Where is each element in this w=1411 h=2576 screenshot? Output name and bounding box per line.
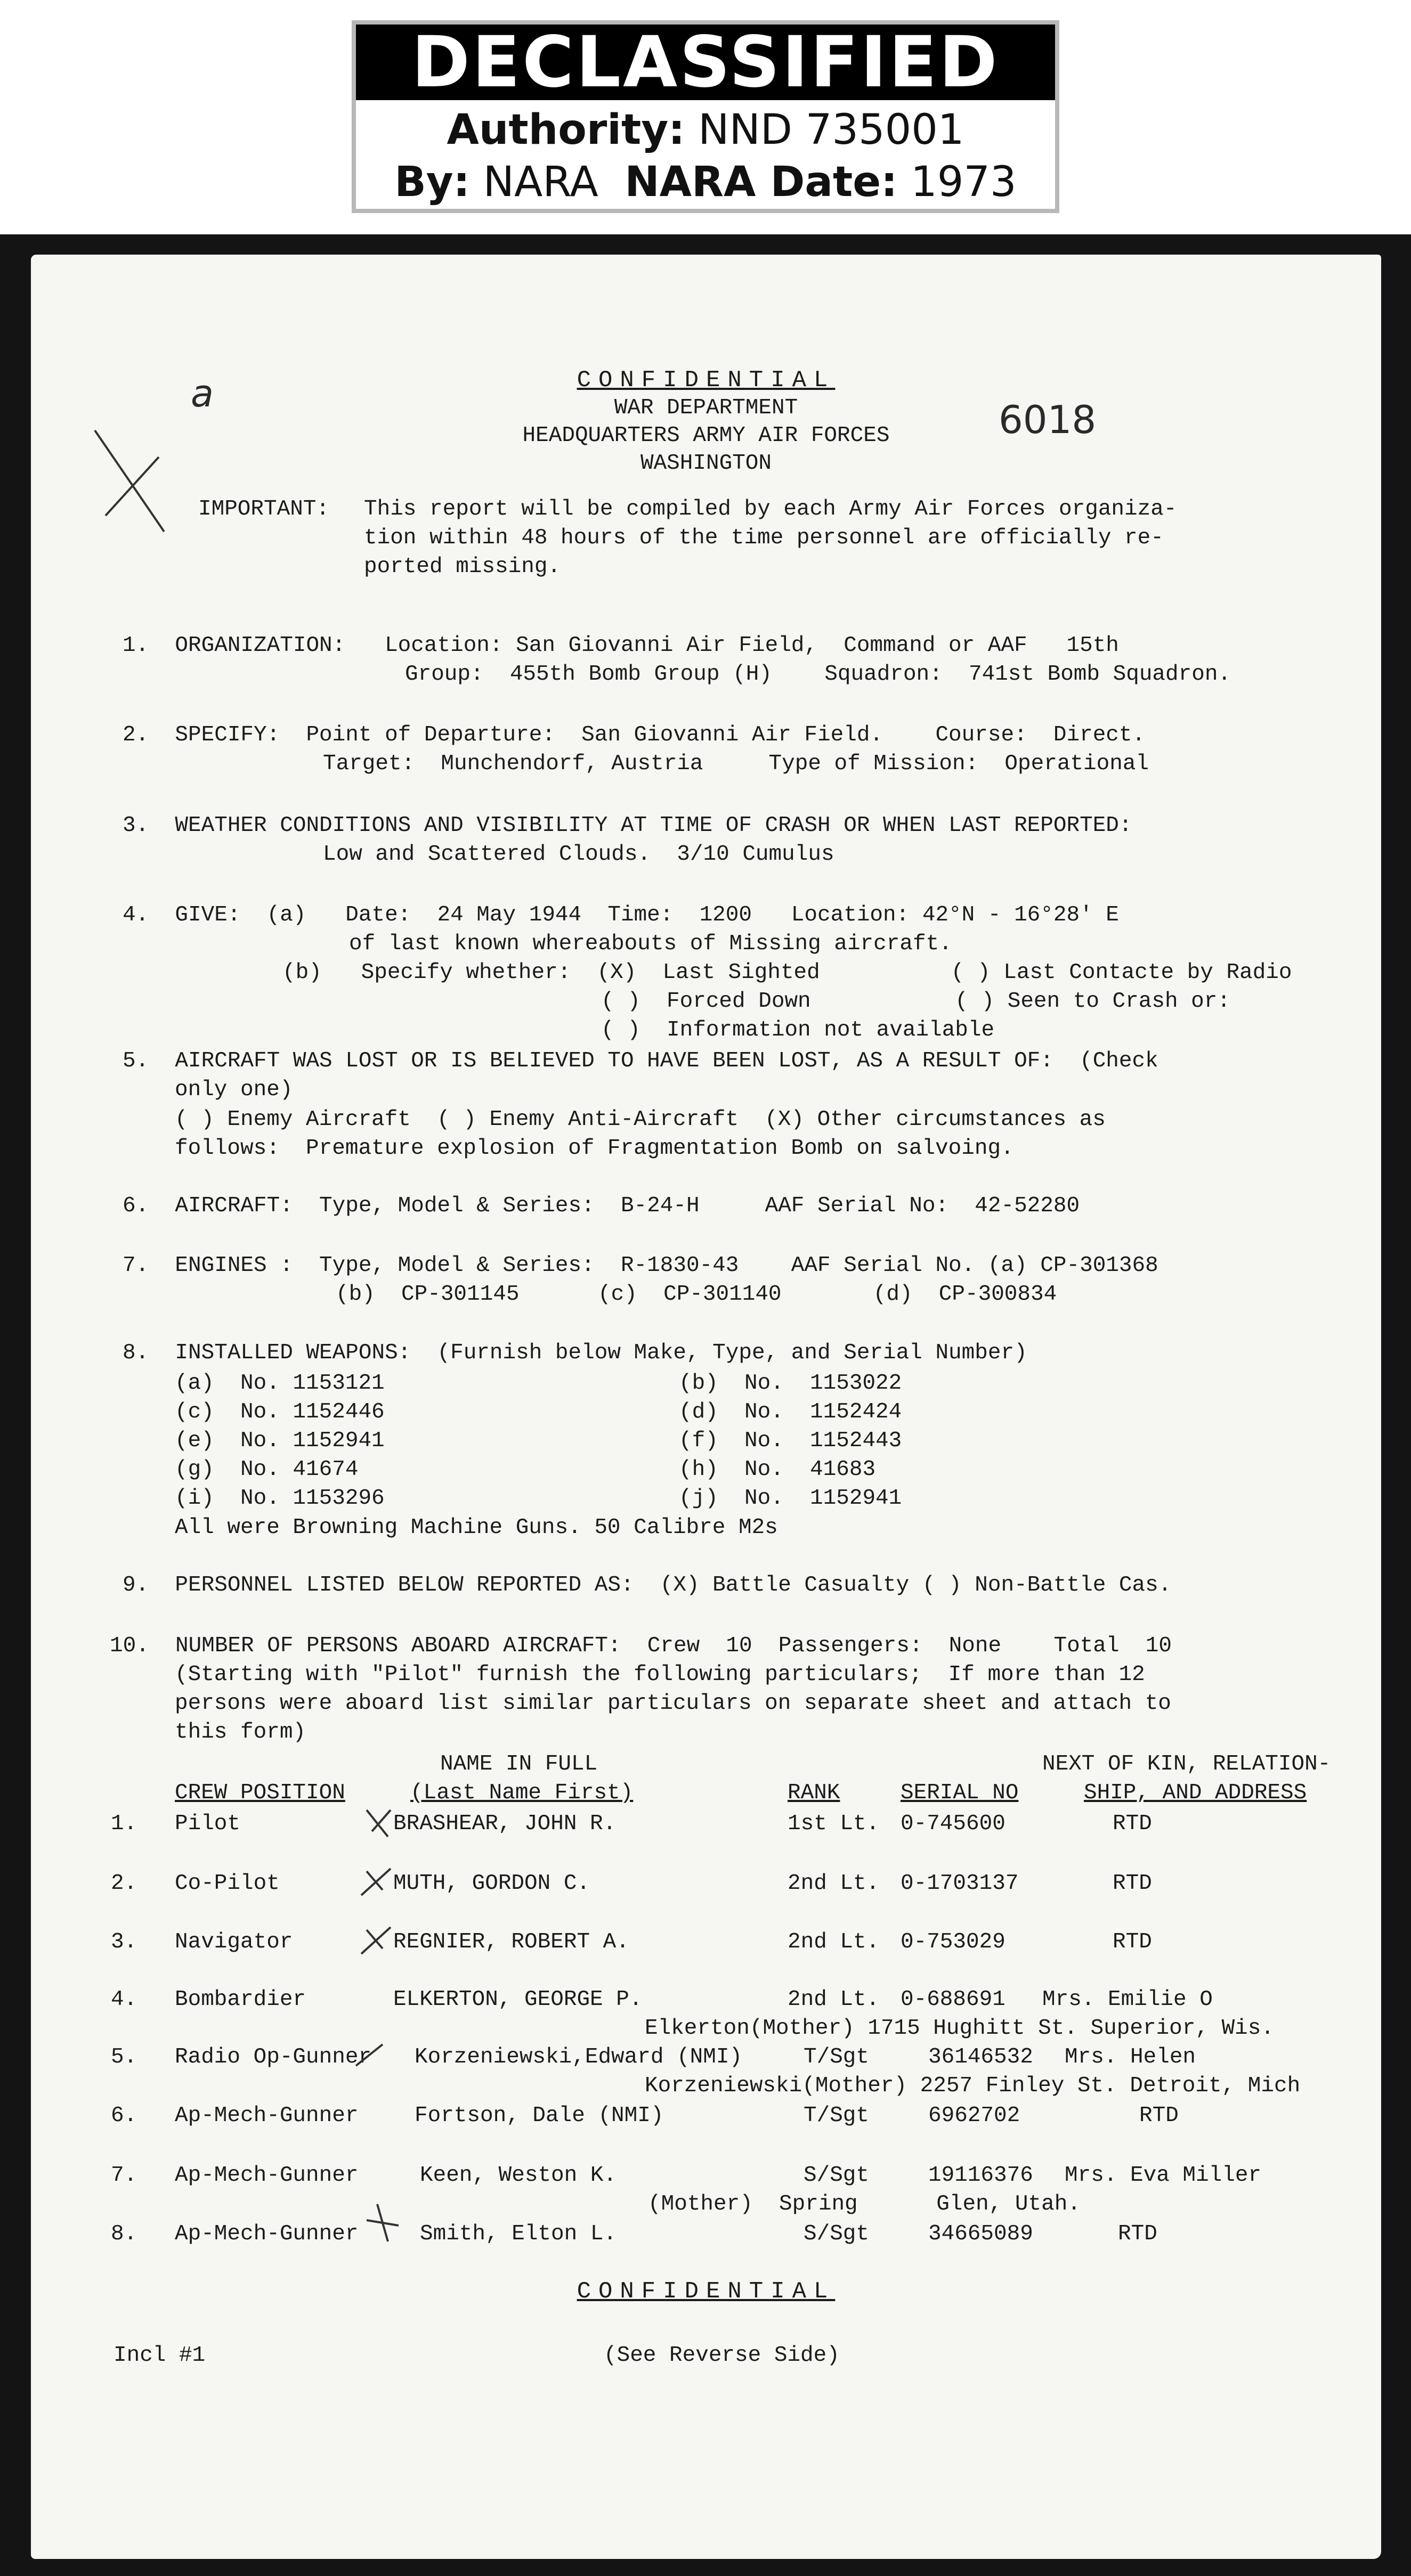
- item-10-line-2: (Starting with "Pilot" furnish the following particulars; If more than 12: [175, 1662, 1145, 1687]
- item-5-line-4: follows: Premature explosion of Fragmentation Bomb on salvoing.: [175, 1136, 1014, 1161]
- classification-top: CONFIDENTIAL: [577, 367, 836, 394]
- row-number: 5.: [111, 2045, 137, 2069]
- scanned-document: [0, 234, 1411, 2576]
- weapons-right-column: (b) No. 1153022 (d) No. 1152424 (f) No. 1152443 (h) No. 41683 (j) No. 1152941: [679, 1371, 902, 1511]
- row-rank: S/Sgt: [804, 2163, 870, 2188]
- row-number: 4.: [111, 1987, 137, 2012]
- row-kin: Mrs. Helen: [1065, 2045, 1196, 2069]
- row-position: Ap-Mech-Gunner: [175, 2104, 359, 2128]
- row-rank: S/Sgt: [804, 2222, 870, 2246]
- row-serial: 34665089: [928, 2222, 1033, 2246]
- row-position: Co-Pilot: [175, 1871, 280, 1896]
- table-head-kin-top: NEXT OF KIN, RELATION-: [1042, 1752, 1331, 1776]
- row-serial: 6962702: [928, 2104, 1020, 2128]
- row-serial: 0-688691: [901, 1987, 1005, 2012]
- row-name: BRASHEAR, JOHN R.: [393, 1812, 617, 1836]
- table-head-rank: RANK: [788, 1781, 840, 1805]
- declassification-stamp: [352, 20, 1059, 213]
- row-kin: Mrs. Eva Miller: [1065, 2163, 1262, 2188]
- row-kin: Mrs. Emilie O: [1042, 1987, 1213, 2012]
- classification-bottom: CONFIDENTIAL: [577, 2278, 836, 2305]
- row-serial: 0-753029: [901, 1930, 1005, 1954]
- item-9: 9. PERSONNEL LISTED BELOW REPORTED AS: (X) Battle Casualty ( ) Non-Battle Cas.: [123, 1573, 1172, 1597]
- table-head-kin: SHIP, AND ADDRESS: [1084, 1781, 1307, 1805]
- row-kin: RTD: [1113, 1812, 1152, 1836]
- table-head-position: CREW POSITION: [175, 1781, 345, 1805]
- table-head-name: (Last Name First): [410, 1781, 634, 1805]
- row-position: Pilot: [175, 1812, 241, 1836]
- item-5-line-2: only one): [175, 1078, 293, 1102]
- item-10-line-4: this form): [175, 1720, 306, 1744]
- item-10-line-1: 10. NUMBER OF PERSONS ABOARD AIRCRAFT: Crew 10 Passengers: None Total 10: [110, 1634, 1172, 1658]
- row-position: Ap-Mech-Gunner: [175, 2222, 359, 2246]
- stamp-authority-line: [356, 104, 1055, 156]
- important-line-2: tion within 48 hours of the time personnel are officially re-: [364, 526, 1164, 550]
- stamp-title: DECLASSIFIED: [356, 25, 1055, 100]
- row-name: Fortson, Dale (NMI): [415, 2104, 664, 2128]
- row-name: Keen, Weston K.: [420, 2163, 617, 2188]
- row-number: 2.: [111, 1871, 137, 1896]
- row-name: MUTH, GORDON C.: [393, 1871, 590, 1896]
- row-serial: 19116376: [928, 2163, 1033, 2188]
- row-rank: 1st Lt.: [788, 1812, 880, 1836]
- stamp-date-value: 1973: [911, 158, 1017, 206]
- item-2-line-1: 2. SPECIFY: Point of Departure: San Giovanni Air Field. Course: Direct.: [123, 723, 1146, 747]
- item-7-line-2: (b) CP-301145 (c) CP-301140 (d) CP-300834: [336, 1282, 1057, 1307]
- item-8-line-1: 8. INSTALLED WEAPONS: (Furnish below Make, Type, and Serial Number): [123, 1341, 1027, 1365]
- handwritten-check-marks: [351, 1799, 457, 2268]
- row-name: ELKERTON, GEORGE P.: [393, 1987, 643, 2012]
- stamp-authority-label: Authority:: [447, 106, 685, 154]
- item-1-line-1: 1. ORGANIZATION: Location: San Giovanni Air Field, Command or AAF 15th: [123, 633, 1119, 658]
- row-position: Navigator: [175, 1930, 293, 1954]
- row-number: 1.: [111, 1812, 137, 1836]
- row-number: 6.: [111, 2104, 137, 2128]
- item-5-line-1: 5. AIRCRAFT WAS LOST OR IS BELIEVED TO HAVE BEEN LOST, AS A RESULT OF: (Check: [123, 1049, 1158, 1073]
- stamp-by-label: By:: [394, 158, 470, 206]
- margin-note: a: [191, 372, 214, 415]
- row-number: 3.: [111, 1930, 137, 1954]
- see-reverse-note: (See Reverse Side): [604, 2343, 840, 2368]
- item-4-line-4: ( ) Forced Down ( ) Seen to Crash or:: [601, 989, 1230, 1014]
- row-rank: 2nd Lt.: [788, 1930, 880, 1954]
- item-4-line-3: (b) Specify whether: (X) Last Sighted ( ) Last Contacte by Radio: [282, 960, 1292, 985]
- table-head-name-top: NAME IN FULL: [440, 1752, 598, 1776]
- report-number: 6018: [999, 397, 1097, 442]
- row-serial: 36146532: [928, 2045, 1033, 2069]
- item-3-line-2: Low and Scattered Clouds. 3/10 Cumulus: [323, 842, 834, 867]
- row-kin: RTD: [1139, 2104, 1179, 2128]
- weapons-left-column: (a) No. 1153121 (c) No. 1152446 (e) No. 1152941 (g) No. 41674 (i) No. 1153296: [175, 1371, 385, 1511]
- row-position: Radio Op-Gunner: [175, 2045, 372, 2069]
- row-kin-continued: (Mother) Spring Glen, Utah.: [648, 2192, 1081, 2216]
- item-7-line-1: 7. ENGINES : Type, Model & Series: R-1830-43 AAF Serial No. (a) CP-301368: [123, 1253, 1158, 1278]
- row-serial: 0-1703137: [901, 1871, 1019, 1896]
- row-name: REGNIER, ROBERT A.: [393, 1930, 629, 1954]
- row-position: Ap-Mech-Gunner: [175, 2163, 359, 2188]
- city-name: WASHINGTON: [640, 451, 772, 476]
- row-name: Korzeniewski,Edward (NMI): [415, 2045, 743, 2069]
- item-10-line-3: persons were aboard list similar particulars on separate sheet and attach to: [175, 1691, 1171, 1716]
- item-4-line-1: 4. GIVE: (a) Date: 24 May 1944 Time: 1200 Location: 42°N - 16°28' E: [123, 903, 1119, 927]
- important-label: IMPORTANT:: [198, 497, 330, 521]
- stamp-by-line: [356, 157, 1055, 208]
- row-serial: 0-745600: [901, 1812, 1005, 1836]
- important-line-1: This report will be compiled by each Army Air Forces organiza-: [364, 497, 1177, 521]
- stamp-date-label: NARA Date:: [625, 158, 898, 206]
- report-page: [31, 255, 1381, 2559]
- row-rank: 2nd Lt.: [788, 1987, 880, 2012]
- item-3-line-1: 3. WEATHER CONDITIONS AND VISIBILITY AT TIME OF CRASH OR WHEN LAST REPORTED:: [123, 813, 1132, 838]
- row-kin-continued: Korzeniewski(Mother) 2257 Finley St. Detroit, Mich: [645, 2074, 1301, 2098]
- row-rank: T/Sgt: [804, 2104, 870, 2128]
- item-8-line-2: All were Browning Machine Guns. 50 Calibre M2s: [175, 1515, 778, 1540]
- item-4-line-5: ( ) Information not available: [601, 1018, 995, 1042]
- row-position: Bombardier: [175, 1987, 306, 2012]
- row-kin: RTD: [1113, 1871, 1152, 1896]
- stamp-by-value: NARA: [483, 158, 598, 206]
- row-kin: RTD: [1113, 1930, 1152, 1954]
- row-rank: 2nd Lt.: [788, 1871, 880, 1896]
- stamp-authority-value: NND 735001: [698, 106, 964, 154]
- headquarters-name: HEADQUARTERS ARMY AIR FORCES: [522, 423, 890, 448]
- row-kin-continued: Elkerton(Mother) 1715 Hughitt St. Superior, Wis.: [645, 2016, 1274, 2041]
- item-4-line-2: of last known whereabouts of Missing aircraft.: [349, 932, 952, 956]
- item-1-line-2: Group: 455th Bomb Group (H) Squadron: 741st Bomb Squadron.: [405, 662, 1231, 687]
- item-2-line-2: Target: Munchendorf, Austria Type of Mission: Operational: [323, 752, 1149, 776]
- row-number: 8.: [111, 2222, 137, 2246]
- row-kin: RTD: [1118, 2222, 1157, 2246]
- row-name: Smith, Elton L.: [420, 2222, 617, 2246]
- important-line-3: ported missing.: [364, 555, 561, 579]
- department-name: WAR DEPARTMENT: [614, 396, 798, 420]
- table-head-serial: SERIAL NO: [901, 1781, 1019, 1805]
- row-number: 7.: [111, 2163, 137, 2188]
- item-6: 6. AIRCRAFT: Type, Model & Series: B-24-H AAF Serial No: 42-52280: [123, 1194, 1080, 1218]
- row-rank: T/Sgt: [804, 2045, 870, 2069]
- item-5-line-3: ( ) Enemy Aircraft ( ) Enemy Anti-Aircraft (X) Other circumstances as: [175, 1107, 1106, 1132]
- enclosure-note: Incl #1: [113, 2343, 206, 2368]
